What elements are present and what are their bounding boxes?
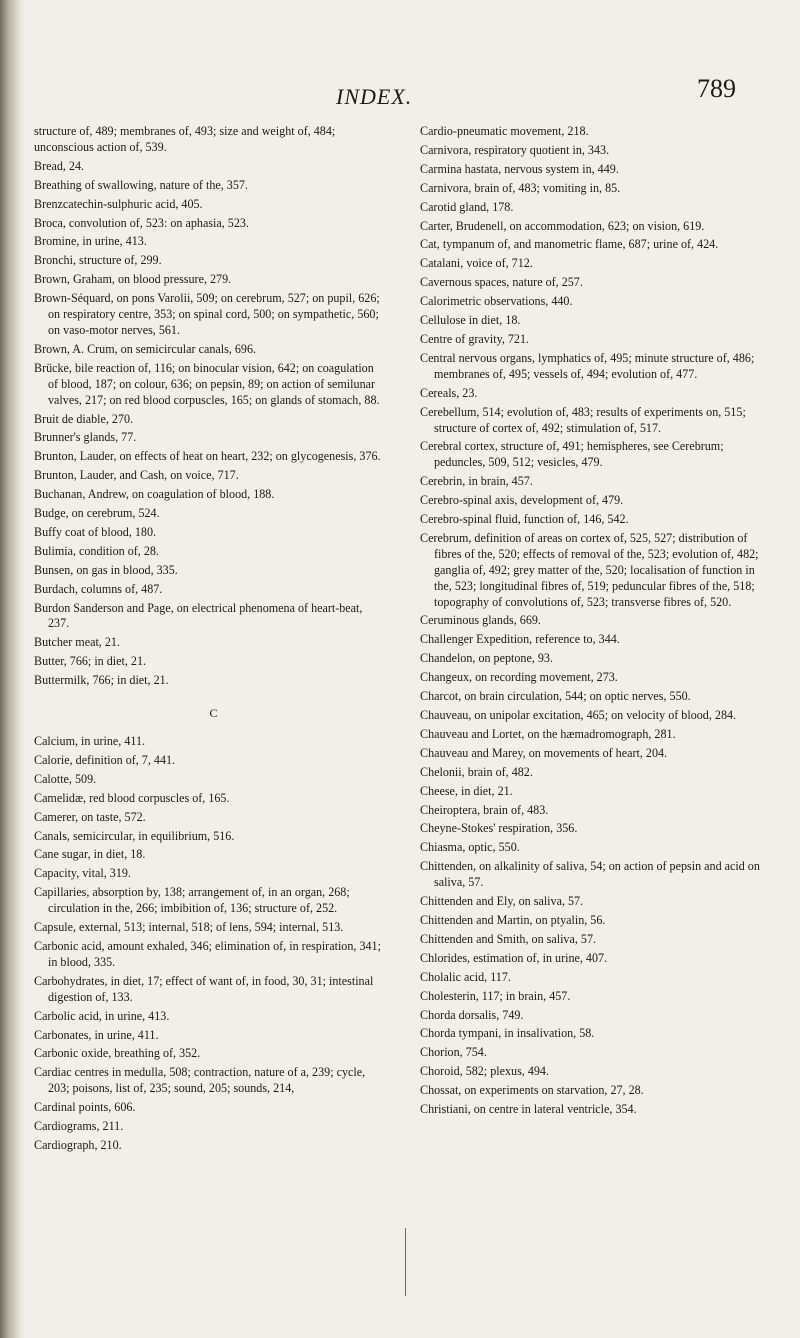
index-entry: Camelidæ, red blood corpuscles of, 165. [34, 790, 230, 805]
index-entry: Canals, semicircular, in equilibrium, 516. [34, 828, 235, 843]
index-entry: Central nervous organs, lymphatics of, 495; minute structure of, 486; membranes of, 495; vessels of, 494; evolution of, 477. [420, 350, 755, 381]
index-entry: Calcium, in urine, 411. [34, 734, 146, 748]
index-entry: Buffy coat of blood, 180. [34, 524, 157, 539]
index-entry: Breathing of swallowing, nature of the, 357. [34, 177, 248, 192]
index-entry: Chittenden, on alkalinity of saliva, 54; on action of pepsin and acid on saliva, 57. [420, 859, 760, 890]
index-entry: Bread, 24. [34, 158, 85, 173]
page-header [0, 60, 800, 110]
index-entry: Catalani, voice of, 712. [420, 256, 533, 271]
index-entry: Brown-Séquard, on pons Varolii, 509; on cerebrum, 527; on pupil, 626; on respiratory centre, 353; on spinal cord, 500; on sympathetic, 560; on vaso-motor nerves, 561. [34, 291, 380, 337]
index-entry: Carter, Brudenell, on accommodation, 623; on vision, 619. [420, 218, 705, 233]
index-entry: Cheiroptera, brain of, 483. [420, 802, 549, 817]
index-entry: Brücke, bile reaction of, 116; on binocular vision, 642; on coagulation of blood, 187; on colour, 636; on pepsin, 89; on action of semilunar valves, 217; on red blood corpuscles, 165; on glands of stomach, 88. [34, 360, 380, 407]
index-entry: Choroid, 582; plexus, 494. [420, 1064, 549, 1079]
index-entry: Carnivora, brain of, 483; vomiting in, 85. [420, 180, 621, 195]
index-entry: Cellulose in diet, 18. [420, 313, 521, 328]
index-entry: Bulimia, condition of, 28. [34, 543, 159, 558]
index-entry: Cerebellum, 514; evolution of, 483; results of experiments on, 515; structure of cortex of, 492; stimulation of, 517. [420, 404, 746, 435]
index-entry: Cardiac centres in medulla, 508; contraction, nature of a, 239; cycle, 203; poisons, list of, 235; sound, 205; sounds, 214, [34, 1065, 366, 1096]
index-entry: Cheyne-Stokes' respiration, 356. [420, 821, 578, 836]
index-entry: structure of, 489; membranes of, 493; size and weight of, 484; unconscious action of, 539. [34, 124, 336, 154]
index-entry: Cardio-pneumatic movement, 218. [420, 124, 589, 138]
index-entry: Carbonates, in urine, 411. [34, 1027, 159, 1042]
index-entry: Cerebral cortex, structure of, 491; hemispheres, see Cerebrum; peduncles, 509, 512; vesicles, 479. [420, 439, 724, 470]
index-entry: Ceruminous glands, 669. [420, 613, 541, 628]
index-entry: Bruit de diable, 270. [34, 411, 134, 426]
index-entry: Cerebrum, definition of areas on cortex of, 525, 527; distribution of fibres of the, 520; effects of removal of the, 523; evolution of, 482; ganglia of, 492; grey matter of the, 520; localisation of function in the, 523; longitudinal fibres of, 519; peduncular fibres of the, 518; topography of convolutions of, 523; transverse fibres of, 520. [420, 530, 759, 609]
index-entry: Brunner's glands, 77. [34, 430, 137, 445]
index-entry: Chelonii, brain of, 482. [420, 764, 533, 779]
index-entry: Butter, 766; in diet, 21. [34, 654, 147, 669]
index-entry: Cardiograph, 210. [34, 1137, 122, 1152]
right-column [420, 124, 770, 1121]
index-entry: Capillaries, absorption by, 138; arrangement of, in an organ, 268; circulation in the, 266; imbibition of, 136; structure of, 252. [34, 885, 350, 916]
index-entry: Chorion, 754. [420, 1045, 487, 1060]
column-margin-rule [405, 1228, 406, 1296]
index-entry: Calotte, 509. [34, 771, 97, 786]
index-entry: Cavernous spaces, nature of, 257. [420, 275, 583, 290]
index-entry: Cholesterin, 117; in brain, 457. [420, 988, 571, 1003]
index-entry: Centre of gravity, 721. [420, 331, 530, 346]
index-entry: Buttermilk, 766; in diet, 21. [34, 673, 169, 688]
index-entry: Calorimetric observations, 440. [420, 294, 573, 309]
index-entry: Charcot, on brain circulation, 544; on optic nerves, 550. [420, 689, 691, 704]
index-entry: Brown, A. Crum, on semicircular canals, 696. [34, 341, 257, 356]
index-entry: Carbohydrates, in diet, 17; effect of want of, in food, 30, 31; intestinal digestion of, 133. [34, 973, 374, 1004]
index-entry: Brown, Graham, on blood pressure, 279. [34, 272, 232, 287]
running-title: INDEX. [336, 84, 413, 109]
index-entry: Chiasma, optic, 550. [420, 840, 520, 855]
index-entry: Carbonic acid, amount exhaled, 346; elimination of, in respiration, 341; in blood, 335. [34, 938, 381, 969]
index-entry: Brunton, Lauder, on effects of heat on heart, 232; on glycogenesis, 376. [34, 449, 381, 464]
left-column [34, 124, 383, 1157]
index-entry: Cereals, 23. [420, 385, 478, 400]
index-entry: Buchanan, Andrew, on coagulation of blood, 188. [34, 487, 275, 502]
index-entry: Cat, tympanum of, and manometric flame, 687; urine of, 424. [420, 237, 719, 252]
index-entry: Cerebrin, in brain, 457. [420, 474, 533, 489]
index-entry: Butcher meat, 21. [34, 635, 120, 650]
index-entry: Chauveau, on unipolar excitation, 465; on velocity of blood, 284. [420, 708, 737, 722]
index-entry: Calorie, definition of, 7, 441. [34, 752, 176, 767]
index-entry: Chauveau and Lortet, on the hæmadromograph, 281. [420, 726, 676, 741]
index-entry: Capacity, vital, 319. [34, 866, 131, 881]
index-entry: Cerebro-spinal fluid, function of, 146, 542. [420, 512, 629, 527]
index-entry: Bronchi, structure of, 299. [34, 253, 162, 268]
index-entry: Capsule, external, 513; internal, 518; of lens, 594; internal, 513. [34, 920, 344, 935]
index-entry: Carotid gland, 178. [420, 199, 514, 214]
index-entry: Cardiograms, 211. [34, 1119, 124, 1134]
index-entry: Budge, on cerebrum, 524. [34, 506, 160, 521]
index-entry: Chittenden and Martin, on ptyalin, 56. [420, 912, 606, 927]
index-entry: Burdach, columns of, 487. [34, 581, 163, 596]
index-entry: Brenzcatechin-sulphuric acid, 405. [34, 196, 203, 211]
index-entry: Cerebro-spinal axis, development of, 479. [420, 493, 624, 508]
index-entry: Carbonic oxide, breathing of, 352. [34, 1046, 201, 1061]
index-entry: Chittenden and Smith, on saliva, 57. [420, 931, 597, 946]
index-entry: Carnivora, respiratory quotient in, 343. [420, 142, 610, 157]
index-entry: Bunsen, on gas in blood, 335. [34, 562, 178, 577]
book-spine-shadow [0, 0, 26, 1338]
index-entry: Christiani, on centre in lateral ventricle, 354. [420, 1102, 637, 1117]
index-entry: Cheese, in diet, 21. [420, 783, 513, 798]
index-entry: Chorda dorsalis, 749. [420, 1007, 524, 1022]
index-entry: Chauveau and Marey, on movements of heart, 204. [420, 745, 668, 760]
index-entry: Chossat, on experiments on starvation, 27, 28. [420, 1083, 644, 1098]
index-entry: Changeux, on recording movement, 273. [420, 670, 618, 685]
index-entry: Bromine, in urine, 413. [34, 234, 147, 249]
index-entry: Broca, convolution of, 523: on aphasia, 523. [34, 215, 249, 230]
section-letter: C [209, 706, 218, 721]
index-entry: Chorda tympani, in insalivation, 58. [420, 1026, 595, 1041]
index-entry: Cane sugar, in diet, 18. [34, 847, 146, 862]
index-entry: Chittenden and Ely, on saliva, 57. [420, 894, 584, 909]
index-entry: Chlorides, estimation of, in urine, 407. [420, 950, 608, 965]
index-entry: Cardinal points, 606. [34, 1100, 136, 1115]
index-entry: Camerer, on taste, 572. [34, 809, 146, 824]
index-entry: Chandelon, on peptone, 93. [420, 651, 554, 666]
page-number: 789 [697, 74, 736, 103]
index-entry: Brunton, Lauder, and Cash, on voice, 717. [34, 468, 239, 483]
index-entry: Carbolic acid, in urine, 413. [34, 1008, 170, 1023]
index-entry: Burdon Sanderson and Page, on electrical phenomena of heart-beat, 237. [34, 600, 363, 631]
index-entry: Challenger Expedition, reference to, 344. [420, 632, 620, 647]
index-entry: Cholalic acid, 117. [420, 969, 511, 984]
index-entry: Carmina hastata, nervous system in, 449. [420, 161, 619, 176]
